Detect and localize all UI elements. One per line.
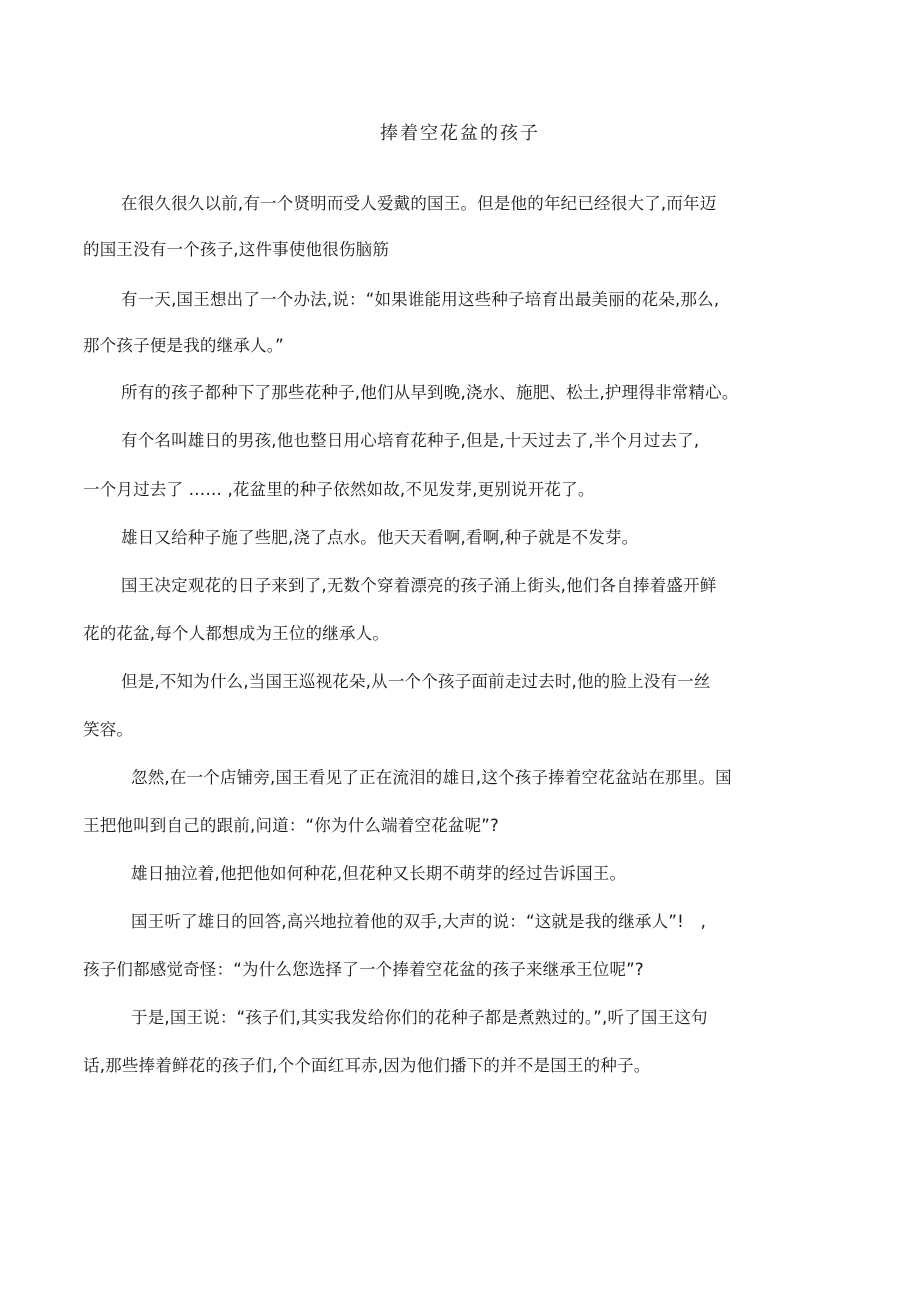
paragraph-line: 雄日抽泣着,他把他如何种花,但花种又长期不萌芽的经过告诉国王。 [131, 864, 627, 883]
paragraph-line: 王把他叫到自己的跟前,问道：“你为什么端着空花盆呢”? [83, 816, 499, 835]
paragraph-line: 但是,不知为什么,当国王巡视花朵,从一个个孩子面前走过去时,他的脸上没有一丝 [121, 672, 711, 691]
paragraph-line: 有一天,国王想出了一个办法,说：“如果谁能用这些种子培育出最美丽的花朵,那么, [121, 290, 720, 309]
paragraph-line: 一个月过去了 …… ,花盆里的种子依然如故,不见发芽,更别说开花了。 [83, 480, 595, 499]
paragraph-line: 于是,国王说：“孩子们,其实我发给你们的花种子都是煮熟过的。”,听了国王这句 [131, 1008, 708, 1027]
paragraph-line: 国王决定观花的日子来到了,无数个穿着漂亮的孩子涌上街头,他们各自捧着盛开鲜 [121, 576, 717, 595]
paragraph-line: 花的花盆,每个人都想成为王位的继承人。 [83, 624, 390, 643]
paragraph-line: 话,那些捧着鲜花的孩子们,个个面红耳赤,因为他们播下的并不是国王的种子。 [83, 1056, 651, 1075]
paragraph-line: 孩子们都感觉奇怪：“为什么您选择了一个捧着空花盆的孩子来继承王位呢”? [83, 960, 644, 979]
paragraph-line: 国王听了雄日的回答,高兴地拉着他的双手,大声的说：“这就是我的继承人”! , [131, 912, 707, 931]
paragraph-line: 有个名叫雄日的男孩,他也整日用心培育花种子,但是,十天过去了,半个月过去了, [121, 431, 700, 450]
paragraph-line: 忽然,在一个店铺旁,国王看见了正在流泪的雄日,这个孩子捧着空花盆站在那里。国 [131, 768, 732, 787]
paragraph-line: 笑容。 [83, 720, 134, 739]
paragraph-line: 那个孩子便是我的继承人。” [83, 336, 284, 355]
document-title: 捧着空花盆的孩子 [380, 123, 540, 144]
paragraph-line: 在很久很久以前,有一个贤明而受人爱戴的国王。但是他的年纪已经很大了,而年迈 [121, 194, 717, 213]
paragraph-line: 雄日又给种子施了些肥,浇了点水。他天天看啊,看啊,种子就是不发芽。 [121, 528, 639, 547]
paragraph-line: 的国王没有一个孩子,这件事使他很伤脑筋 [83, 240, 390, 259]
paragraph-line: 所有的孩子都种下了那些花种子,他们从早到晚,浇水、施肥、松土,护理得非常精心。 [121, 383, 739, 402]
